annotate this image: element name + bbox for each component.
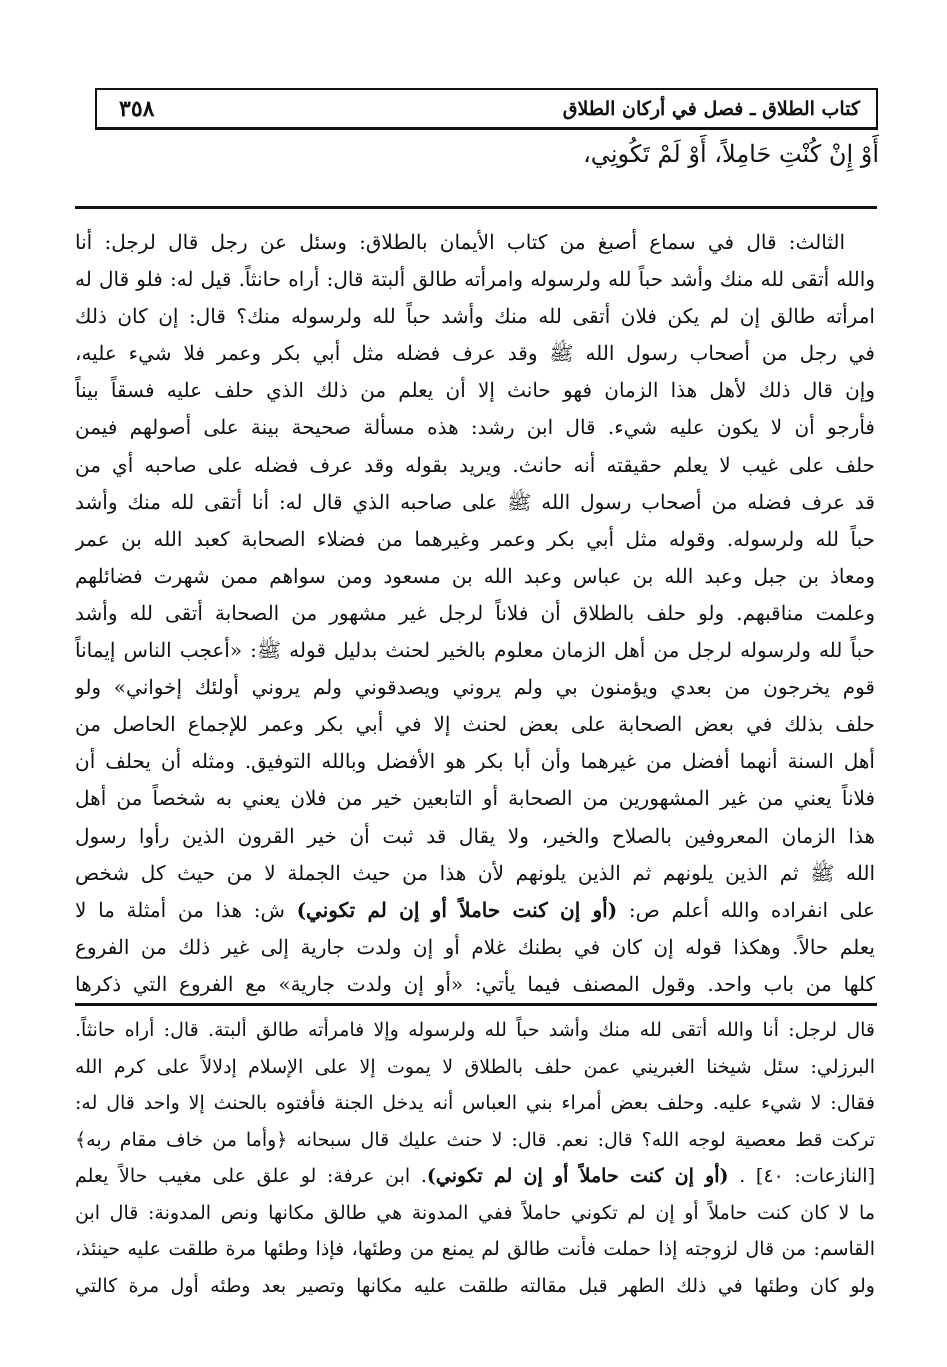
text-line bbox=[75, 706, 875, 743]
text-line bbox=[75, 224, 875, 261]
footnote-line bbox=[75, 1012, 875, 1049]
chapter-title: كتاب الطلاق ـ فصل في أركان الطلاق bbox=[562, 97, 860, 120]
text-line bbox=[75, 818, 875, 855]
text-segment: فقال: لا شيء عليه. وحلف بعض أمراء بني العباس أنه يدخل الجنة فأفتوه بالحنث إلا واحد قال له: bbox=[75, 1092, 875, 1114]
text-line bbox=[75, 335, 875, 372]
text-line bbox=[75, 261, 875, 298]
divider-top bbox=[75, 206, 877, 209]
text-segment: ولو كان وطئها في ذلك الطهر قبل مقالته طلقت عليه مكانها وتصير بعد وطئه أول مرة كالتي bbox=[75, 1274, 875, 1297]
text-segment: هذا الزمان المعروفين بالصلاح والخير، ولا يقال قد ثبت أن خير القرون الذين رأوا رسول bbox=[75, 823, 875, 848]
text-segment: على انفراده والله أعلم ص: bbox=[617, 897, 875, 922]
text-segment: أهل السنة أنهما أفضل من غيرهما وأن أبا بكر هو الأفضل وبالله التوفيق. ومثله أن يحلف أن bbox=[75, 749, 875, 774]
text-line bbox=[75, 669, 875, 706]
text-segment: في رجل من أصحاب رسول الله ﷺ وقد عرف فضله مثل أبي بكر وعمر فلا شيء عليه، bbox=[75, 341, 875, 366]
footnote-line bbox=[75, 1122, 875, 1159]
text-line bbox=[75, 409, 875, 446]
text-line bbox=[75, 892, 875, 929]
footnote-line bbox=[75, 1085, 875, 1122]
text-segment: كلها من باب واحد. وقول المصنف فيما يأتي: «أو إن ولدت جارية» مع الفروع التي ذكرها bbox=[75, 971, 875, 996]
commentary-body bbox=[75, 224, 875, 1003]
text-segment: ومعاذ بن جبل وعبد الله بن عباس وعبد الله بن مسعود ومن سواهم ممن شهرت فضائلهم bbox=[75, 563, 875, 588]
text-segment: حلف على غيب لا يعلم حقيقته أنه حانث. ويريد بقوله وقد عرف فضله على صاحبه أي من bbox=[75, 452, 875, 477]
footnote-divider bbox=[75, 1003, 877, 1006]
footnote-line bbox=[75, 1049, 875, 1086]
quoted-matn: (أو إن كنت حاملاً أو إن لم تكوني) bbox=[426, 1165, 729, 1187]
quoted-matn: (أو إن كنت حاملاً أو إن لم تكوني) bbox=[296, 897, 618, 922]
text-line bbox=[75, 595, 875, 632]
text-segment: [النازعات: ٤٠] . bbox=[728, 1165, 875, 1187]
text-segment: قال لرجل: أنا والله أتقى لله منك وأشد حباً لله ولرسوله وإلا فامرأته طالق ألبتة. قال: أراه حانثاً. bbox=[75, 1019, 875, 1041]
text-segment: قد عرف فضله من أصحاب رسول الله ﷺ على صاحبه الذي قال له: أنا أتقى لله منك وأشد bbox=[75, 489, 875, 514]
text-segment: وعلمت مناقبهم. ولو حلف بالطلاق أن فلاناً لرجل غير مشهور من الصحابة أتقى لله وأشد bbox=[75, 600, 875, 625]
text-line bbox=[75, 780, 875, 817]
footnote-line bbox=[75, 1231, 875, 1268]
matn-text: أَوْ إِنْ كُنْتِ حَامِلاً، أَوْ لَمْ تَكُونِي، bbox=[583, 140, 879, 168]
footnote-line bbox=[75, 1268, 875, 1305]
text-segment: فلاناً يعني من غير المشهورين من الصحابة أو التابعين خير من فلان يعني به شخصاً من أهل bbox=[75, 786, 875, 811]
text-segment: يعلم حالاً. وهكذا قوله إن كان في بطنك غلام أو إن ولدت جارية إلى غير ذلك من الفروع bbox=[75, 934, 875, 959]
text-segment: حباً لله ولرسوله لرجل من أهل الزمان معلوم بالخير لحنث بدليل قوله ﷺ: «أعجب الناس إيماناً bbox=[75, 638, 875, 663]
text-segment: ش: هذا من أمثلة ما لا bbox=[75, 897, 297, 922]
text-segment: تركت قط معصية لوجه الله؟ قال: نعم. قال: لا حنث عليك قال سبحانه ﴿وأما من خاف مقام ربه﴾ bbox=[75, 1128, 875, 1151]
text-line bbox=[75, 966, 875, 1003]
text-line bbox=[75, 929, 875, 966]
text-segment: قوم يخرجون من بعدي ويؤمنون بي ولم يروني ويصدقوني ولم يروني أولئك إخواني» ولو bbox=[75, 675, 875, 700]
text-segment: البرزلي: سئل شيخنا الغبريني عمن حلف بالطلاق لا يموت إلا على الإسلام إدلالاً على كرم الله bbox=[75, 1055, 875, 1078]
footnote-line bbox=[75, 1195, 875, 1232]
footnotes bbox=[75, 1012, 875, 1304]
text-line bbox=[75, 632, 875, 669]
text-line bbox=[75, 855, 875, 892]
text-segment: الله ﷺ ثم الذين يلونهم ثم الذين يلونهم لأن هذا من حيث الجملة لا من حيث كل شخص bbox=[75, 860, 875, 885]
text-segment: امرأته طالق إن لم يكن فلان أتقى لله منك وأشد حباً لله ولرسوله منك؟ قال: إن كان ذلك bbox=[75, 304, 875, 329]
text-line bbox=[75, 558, 875, 595]
text-segment: حباً لله ولرسوله. وقوله مثل أبي بكر وعمر وغيرهما من فضلاء الصحابة كعبد الله بن عمر bbox=[75, 526, 875, 551]
text-segment: الثالث: قال في سماع أصبغ من كتاب الأيمان بالطلاق: وسئل عن رجل قال لرجل: أنا bbox=[75, 230, 845, 254]
text-segment: ما لا كان كنت حاملاً أو إن لم تكوني حاملاً ففي المدونة هي طالق مكانها ونص المدونة: قال ابن bbox=[75, 1201, 875, 1224]
text-line bbox=[75, 743, 875, 780]
text-segment: وإن قال ذلك لأهل هذا الزمان فهو حانث إلا أن يعلم من ذلك الذي حلف عليه فسقاً بيناً bbox=[75, 378, 875, 403]
text-segment: . ابن عرفة: لو علق على مغيب حالاً يعلم bbox=[75, 1165, 427, 1187]
text-segment: والله أتقى لله منك وأشد حباً لله ولرسوله وامرأته طالق ألبتة قال: أراه حانثاً. قيل له: فلو قال له bbox=[75, 267, 875, 292]
text-line bbox=[75, 484, 875, 521]
footnote-line bbox=[75, 1158, 875, 1195]
text-segment: فأرجو أن لا يكون عليه شيء. قال ابن رشد: هذه مسألة صحيحة بينة على أصولهم فيمن bbox=[75, 415, 875, 440]
text-segment: القاسم: من قال لزوجته إذا حملت فأنت طالق لم يمنع من وطئها، فإذا وطئها مرة طلقت عليه حينئذ، bbox=[75, 1238, 875, 1260]
running-header bbox=[95, 88, 878, 130]
text-segment: حلف بذلك في بعض الصحابة على بعض لحنث إلا في أبي بكر وعمر للإجماع الحاصل من bbox=[75, 712, 875, 737]
text-line bbox=[75, 521, 875, 558]
text-line bbox=[75, 447, 875, 484]
text-line bbox=[75, 298, 875, 335]
page-number: ٣٥٨ bbox=[119, 95, 155, 122]
text-line bbox=[75, 372, 875, 409]
